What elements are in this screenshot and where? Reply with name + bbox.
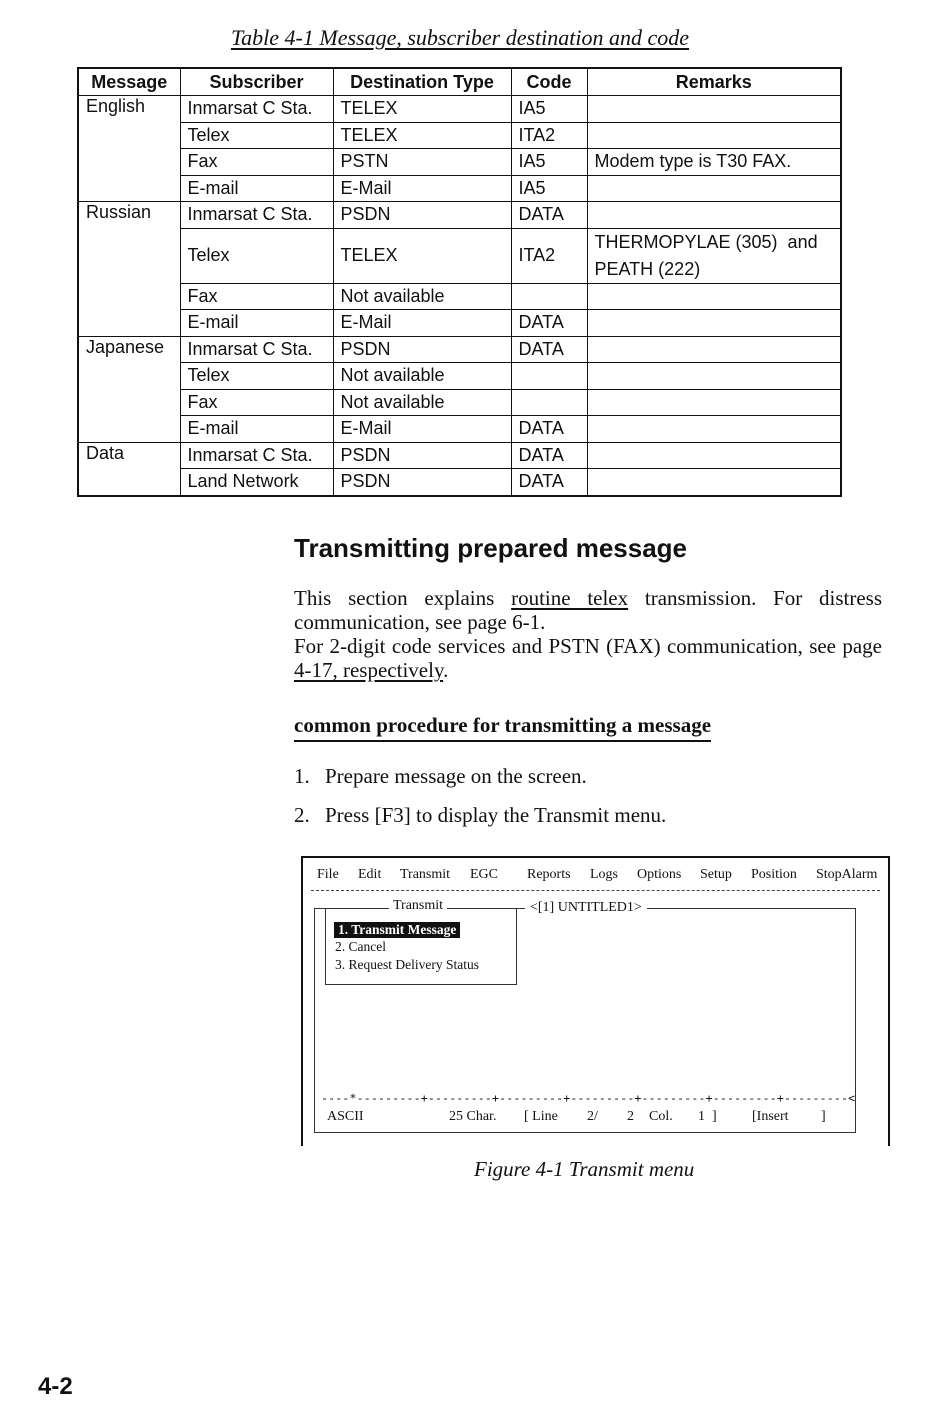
destination-cell: Not available bbox=[333, 389, 511, 416]
code-cell: IA5 bbox=[511, 96, 587, 123]
remarks-cell bbox=[587, 416, 841, 443]
code-cell: DATA bbox=[511, 336, 587, 363]
subscriber-cell: Inmarsat C Sta. bbox=[180, 442, 333, 469]
page-reference-link[interactable]: 4-17, respectively bbox=[294, 658, 444, 682]
remarks-line: PEATH (222) bbox=[594, 258, 701, 279]
subscriber-cell: E-mail bbox=[180, 310, 333, 337]
subscriber-cell: Inmarsat C Sta. bbox=[180, 202, 333, 229]
table-row bbox=[78, 416, 841, 443]
table-row bbox=[78, 363, 841, 390]
code-cell bbox=[511, 363, 587, 390]
destination-cell: PSDN bbox=[333, 442, 511, 469]
code-cell: IA5 bbox=[511, 175, 587, 202]
table-row bbox=[78, 228, 841, 283]
destination-cell: TELEX bbox=[333, 228, 511, 283]
menu-separator bbox=[311, 890, 880, 891]
step-item bbox=[294, 764, 587, 789]
procedure-heading: common procedure for transmitting a message bbox=[294, 713, 711, 742]
destination-cell: E-Mail bbox=[333, 175, 511, 202]
page-number: 4-2 bbox=[38, 1373, 73, 1400]
paragraph-text: This section explains bbox=[294, 586, 512, 610]
status-col-label: Col. bbox=[649, 1109, 673, 1124]
remarks-cell bbox=[587, 96, 841, 123]
message-table bbox=[77, 67, 842, 497]
message-cell: Data bbox=[78, 442, 180, 496]
message-cell: Russian bbox=[78, 202, 180, 337]
table-row bbox=[78, 202, 841, 229]
menu-transmit[interactable]: Transmit bbox=[400, 867, 451, 882]
table-row bbox=[78, 336, 841, 363]
cancel-item[interactable]: 2. Cancel bbox=[335, 939, 386, 954]
step-text: Prepare message on the screen. bbox=[325, 764, 587, 788]
request-delivery-status-item[interactable]: 3. Request Delivery Status bbox=[335, 957, 479, 972]
paragraph-text: For 2-digit code services and PSTN (FAX) communication, see page bbox=[294, 634, 882, 658]
subscriber-cell: Telex bbox=[180, 122, 333, 149]
subscriber-cell: Fax bbox=[180, 149, 333, 176]
destination-cell: PSTN bbox=[333, 149, 511, 176]
code-cell bbox=[511, 389, 587, 416]
remarks-cell bbox=[587, 175, 841, 202]
destination-cell: E-Mail bbox=[333, 310, 511, 337]
header-remarks: Remarks bbox=[587, 68, 841, 96]
destination-cell: Not available bbox=[333, 363, 511, 390]
remarks-cell bbox=[587, 469, 841, 496]
menu-stopalarm[interactable]: StopAlarm bbox=[816, 867, 878, 882]
subscriber-cell: Telex bbox=[180, 363, 333, 390]
subscriber-cell: Inmarsat C Sta. bbox=[180, 96, 333, 123]
subscriber-cell: E-mail bbox=[180, 416, 333, 443]
status-insert-close: ] bbox=[821, 1109, 826, 1124]
remarks-cell: Modem type is T30 FAX. bbox=[587, 149, 841, 176]
destination-cell: TELEX bbox=[333, 96, 511, 123]
menu-position[interactable]: Position bbox=[751, 867, 797, 882]
paragraph-text: . bbox=[443, 658, 449, 682]
status-line-total: 2 bbox=[627, 1109, 634, 1124]
subscriber-cell: Land Network bbox=[180, 469, 333, 496]
remarks-cell bbox=[587, 363, 841, 390]
status-col-value: 1 ] bbox=[698, 1109, 717, 1124]
remarks-cell bbox=[587, 122, 841, 149]
table-row bbox=[78, 469, 841, 496]
remarks-cell bbox=[587, 310, 841, 337]
menu-reports[interactable]: Reports bbox=[527, 867, 571, 882]
remarks-cell bbox=[587, 442, 841, 469]
menu-file[interactable]: File bbox=[317, 867, 339, 882]
table-row bbox=[78, 389, 841, 416]
header-subscriber: Subscriber bbox=[180, 68, 333, 96]
code-cell: ITA2 bbox=[511, 122, 587, 149]
code-cell: ITA2 bbox=[511, 228, 587, 283]
status-char-count: 25 Char. bbox=[449, 1109, 497, 1124]
remarks-cell bbox=[587, 389, 841, 416]
destination-cell: PSDN bbox=[333, 202, 511, 229]
table-row bbox=[78, 442, 841, 469]
remarks-cell bbox=[587, 228, 841, 283]
table-row bbox=[78, 122, 841, 149]
code-cell: DATA bbox=[511, 310, 587, 337]
status-line-value: 2/ bbox=[587, 1109, 598, 1124]
remarks-cell bbox=[587, 202, 841, 229]
table-row bbox=[78, 310, 841, 337]
status-insert-mode: [Insert bbox=[752, 1109, 789, 1124]
table-row bbox=[78, 149, 841, 176]
message-cell: English bbox=[78, 96, 180, 202]
subscriber-cell: Fax bbox=[180, 389, 333, 416]
header-message: Message bbox=[78, 68, 180, 96]
transmit-menu-screen bbox=[301, 856, 890, 1146]
code-cell: DATA bbox=[511, 416, 587, 443]
reference-paragraph bbox=[294, 634, 882, 682]
menu-egc[interactable]: EGC bbox=[470, 867, 498, 882]
step-number: 2. bbox=[294, 803, 310, 827]
status-mode: ASCII bbox=[327, 1109, 364, 1124]
subscriber-cell: Inmarsat C Sta. bbox=[180, 336, 333, 363]
subscriber-cell: E-mail bbox=[180, 175, 333, 202]
remarks-line: THERMOPYLAE (305) and bbox=[594, 231, 818, 252]
code-cell bbox=[511, 283, 587, 310]
destination-cell: Not available bbox=[333, 283, 511, 310]
destination-cell: PSDN bbox=[333, 336, 511, 363]
table-row bbox=[78, 283, 841, 310]
menu-options[interactable]: Options bbox=[637, 867, 682, 882]
menu-setup[interactable]: Setup bbox=[700, 867, 732, 882]
paragraph-text: transmission. For distress communication, see page 6-1. bbox=[294, 586, 883, 634]
remarks-cell bbox=[587, 336, 841, 363]
code-cell: DATA bbox=[511, 202, 587, 229]
code-cell: DATA bbox=[511, 469, 587, 496]
column-ruler: ----*---------+---------+---------+---------+---------+---------+---------< bbox=[321, 1091, 856, 1105]
status-line-label: [ Line bbox=[524, 1109, 558, 1124]
step-number: 1. bbox=[294, 764, 310, 788]
subscriber-cell: Telex bbox=[180, 228, 333, 283]
menu-edit[interactable]: Edit bbox=[358, 867, 382, 882]
intro-paragraph bbox=[294, 586, 882, 634]
step-text: Press [F3] to display the Transmit menu. bbox=[325, 803, 667, 827]
transmit-dropdown-title: Transmit bbox=[389, 898, 447, 914]
table-row bbox=[78, 175, 841, 202]
section-title: Transmitting prepared message bbox=[294, 533, 688, 563]
destination-cell: PSDN bbox=[333, 469, 511, 496]
code-cell: IA5 bbox=[511, 149, 587, 176]
destination-cell: E-Mail bbox=[333, 416, 511, 443]
destination-cell: TELEX bbox=[333, 122, 511, 149]
code-cell: DATA bbox=[511, 442, 587, 469]
table-caption: Table 4-1 Message, subscriber destination and code bbox=[230, 25, 690, 50]
routine-telex-link[interactable]: routine telex bbox=[511, 586, 629, 610]
transmit-message-item[interactable]: 1. Transmit Message bbox=[334, 922, 460, 938]
message-cell: Japanese bbox=[78, 336, 180, 442]
table-header-row bbox=[78, 68, 841, 96]
header-destination-type: Destination Type bbox=[333, 68, 511, 96]
remarks-cell bbox=[587, 283, 841, 310]
table-row bbox=[78, 96, 841, 123]
editor-title: <[1] UNTITLED1> bbox=[525, 900, 647, 916]
subscriber-cell: Fax bbox=[180, 283, 333, 310]
menu-logs[interactable]: Logs bbox=[590, 867, 618, 882]
header-code: Code bbox=[511, 68, 587, 96]
figure-caption: Figure 4-1 Transmit menu bbox=[474, 1157, 695, 1181]
step-item bbox=[294, 803, 666, 828]
